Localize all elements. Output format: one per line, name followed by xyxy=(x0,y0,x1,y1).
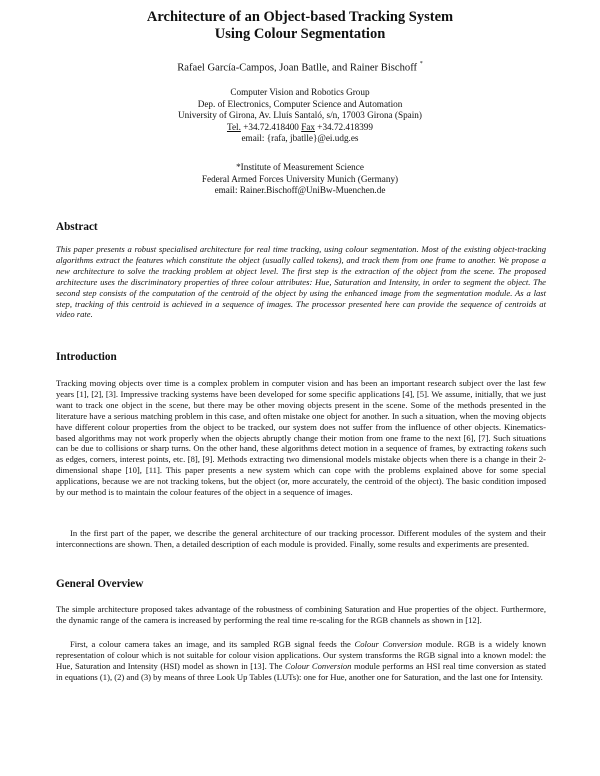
fax-value: +34.72.418399 xyxy=(317,121,373,132)
gen-p2-part-c: module performs an HSI real time conversion as stated in equations (1), (2) and (3) by means of three Look Up Tables (LUTs): one for Hue, another one for Saturation, and the last one for Intensity. xyxy=(56,660,546,682)
intro-p1-part-b: such as edges, corners, interest points, etc. [8], [9]. Methods extracting two dimensional models mistake objects when there is a change in their 2-dimensional shape [10], [11]. This paper presents a new system which can cope with the problems explained above for some special applications, because we are not tracking tokens, but the object (or, more accurately, the centroid of the object). The basic condition imposed by our method is to maintain the colour features of the object in a sequence of images. xyxy=(56,443,546,498)
affiliation2-institute: *Institute of Measurement Science xyxy=(236,162,364,172)
paper-title-line1: Architecture of an Object-based Tracking System xyxy=(146,9,454,25)
tel-label: Tel. xyxy=(226,121,241,132)
fax-label: Fax xyxy=(301,121,315,132)
intro-p1-part-a: Tracking moving objects over time is a complex problem in computer vision and has been an important research subject over the last few years [1], [2], [3]. Impressive tracking systems have been developed for some specific applications [4], [5]. We assume, initially, that we just want to track one object in the scene, but there may be other moving objects present in the scene. Some of the methods presented in the literature have a serious matching problem in this case, and often mistake one object for another. In such a situation, when the moving objects have different colour properties from the object to be tracked, our system does not suffer from the influence of other objects. Kinematics-based algorithms may not work properly when the objects abruptly change their motion from one frame to the next [6], [7]. Such situations can be due to collisions or sharp turns. On the other hand, these algorithms detect motion in a sequence of frames, by extracting xyxy=(56,378,546,454)
affiliation-email: email: {rafa, jbatlle}@ei.udg.es xyxy=(241,133,359,144)
intro-p1-tokens: tokens xyxy=(505,443,528,454)
gen-p2-colour-conversion-1: Colour Conversion xyxy=(354,639,423,649)
paper-title-line2: Using Colour Segmentation xyxy=(214,26,386,42)
general-overview-paragraph-1: The simple architecture proposed takes advantage of the robustness of combining Saturation and Hue properties of the object. Furthermore, the dynamic range of the camera is increased by performing the real time re-scaling for the RGB channels as shown in [12]. xyxy=(56,604,546,625)
general-overview-paragraph-2 xyxy=(56,639,546,683)
affiliation-group: Computer Vision and Robotics Group xyxy=(230,87,370,97)
abstract-heading: Abstract xyxy=(56,221,98,233)
introduction-heading: Introduction xyxy=(56,351,117,363)
authors-footnote-mark: * xyxy=(419,61,423,67)
authors-names: Rafael García-Campos, Joan Batlle, and Rainer Bischoff xyxy=(177,62,418,74)
abstract-text: This paper presents a robust specialised architecture for real time tracking, using colour segmentation. Most of the existing object-tracking algorithms extract the features which constitute the object (usually called tokens), and track them from one frame to another. We propose a new architecture to solve the tracking problem at object level. The first step is the extraction of the object from the scene. The proposed architecture uses the discriminatory properties of three colour attributes: Hue, Saturation and Intensity, in order to segment the object. The second step consists of the computation of the centroid of the object by using the enhanced image from the segmentation module. As a last step, tracking of this centroid is achieved in a sequence of images. The processor presented here can provide the sequence of centroids at video rate. xyxy=(56,244,546,320)
introduction-paragraph-2: In the first part of the paper, we describe the general architecture of our tracking processor. Different modules of the system and their interconnections are shown. Then, a detailed description of each module is provided. Finally, some results and experiments are presented. xyxy=(56,528,546,549)
gen-p2-colour-conversion-2: Colour Conversion xyxy=(284,660,352,671)
affiliation-phone xyxy=(0,122,600,134)
affiliation2-email: email: Rainer.Bischoff@UniBw-Muenchen.de xyxy=(214,185,386,196)
gen-p2-part-a: First, a colour camera takes an image, and its sampled RGB signal feeds the xyxy=(70,639,355,649)
general-overview-heading: General Overview xyxy=(56,578,144,590)
affiliation2-university: Federal Armed Forces University Munich (Germany) xyxy=(201,173,399,184)
introduction-paragraph-1 xyxy=(56,378,546,498)
authors xyxy=(0,62,600,74)
tel-value: +34.72.418400 xyxy=(243,121,299,132)
affiliation-munich xyxy=(0,162,600,197)
affiliation-address: University of Girona, Av. Lluís Santaló, s/n, 17003 Girona (Spain) xyxy=(178,110,422,121)
affiliation-girona xyxy=(0,87,600,145)
affiliation-department: Dep. of Electronics, Computer Science and Automation xyxy=(197,98,403,109)
gen-p2-part-b: module. RGB is a widely known representation of colour which is not suitable for colour vision applications. Our system transforms the RGB signal into a known model: the Hue, Saturation and Intensity (HSI) model as shown in [13]. The xyxy=(56,639,546,671)
